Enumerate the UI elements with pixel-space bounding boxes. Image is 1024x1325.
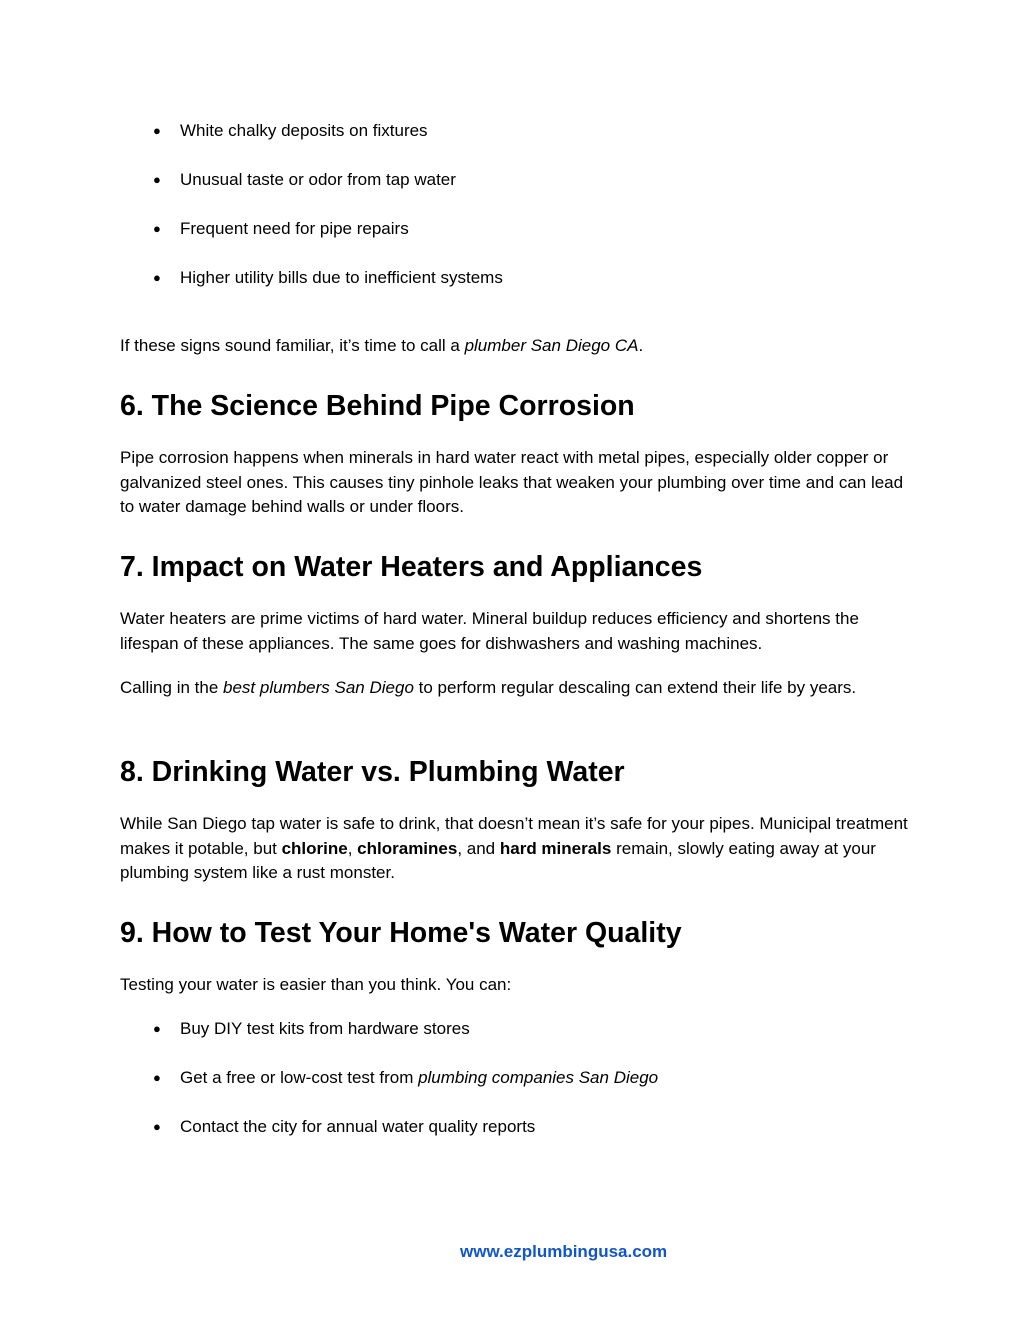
section-7-body: Water heaters are prime victims of hard water. Mineral buildup reduces efficiency and shortens the lifespan of these appliances. The same goes for dishwashers and washing machines. <box>120 609 859 653</box>
bullet-icon: ● <box>153 1021 161 1036</box>
list-item-text: Unusual taste or odor from tap water <box>180 170 456 189</box>
bullet-icon: ● <box>153 1119 161 1134</box>
best-plumbers-link[interactable]: best plumbers San Diego <box>223 678 414 697</box>
list-item-text: Get a free or low-cost test from plumbing companies San Diego <box>180 1068 659 1087</box>
bullet-icon: ● <box>153 270 161 285</box>
list-item-text: Frequent need for pipe repairs <box>180 219 409 238</box>
list-item <box>148 1017 658 1041</box>
bullet-icon: ● <box>153 123 161 138</box>
signs-paragraph: If these signs sound familiar, it’s time to call a plumber San Diego CA. <box>120 336 644 355</box>
section-7-body-2: Calling in the best plumbers San Diego to perform regular descaling can extend their life by years. <box>120 678 857 697</box>
section-6-heading: 6. The Science Behind Pipe Corrosion <box>120 390 635 422</box>
list-item-text: Higher utility bills due to inefficient systems <box>180 268 503 287</box>
section-7-heading: 7. Impact on Water Heaters and Appliances <box>120 551 703 583</box>
list-item <box>148 1115 658 1139</box>
section-8-heading: 8. Drinking Water vs. Plumbing Water <box>120 756 625 788</box>
chloramines-term: chloramines <box>357 838 458 858</box>
chlorine-term: chlorine <box>281 838 348 858</box>
section-9-intro: Testing your water is easier than you think. You can: <box>120 975 512 994</box>
list-item-text: Buy DIY test kits from hardware stores <box>180 1019 470 1038</box>
section-8-body: While San Diego tap water is safe to drink, that doesn’t mean it’s safe for your pipes. Municipal treatment makes it potable, but chlorine, chloramines, and hard minerals remain, slowly eating away at your plumbing system like a rust monster. <box>120 814 908 882</box>
section-9-heading: 9. How to Test Your Home's Water Quality <box>120 917 682 949</box>
list-item <box>148 1066 658 1090</box>
list-item <box>148 168 503 192</box>
plumber-san-diego-ca-link[interactable]: plumber San Diego CA <box>464 336 639 355</box>
list-item <box>148 217 503 241</box>
bullet-icon: ● <box>153 221 161 236</box>
hard-minerals-term: hard minerals <box>499 838 612 858</box>
symptoms-list <box>148 119 503 290</box>
list-item-text: White chalky deposits on fixtures <box>180 121 428 140</box>
footer-website-link[interactable]: www.ezplumbingusa.com <box>460 1242 668 1261</box>
section-6-body: Pipe corrosion happens when minerals in hard water react with metal pipes, especially older copper or galvanized steel ones. This causes tiny pinhole leaks that weaken your plumbing over time and can lead to water damage behind walls or under floors. <box>120 448 904 516</box>
list-item-text: Contact the city for annual water quality reports <box>180 1117 536 1136</box>
testing-options-list <box>148 1017 658 1139</box>
list-item <box>148 119 503 143</box>
bullet-icon: ● <box>153 172 161 187</box>
bullet-icon: ● <box>153 1070 161 1085</box>
list-item <box>148 266 503 290</box>
plumbing-companies-link[interactable]: plumbing companies San Diego <box>418 1068 659 1087</box>
